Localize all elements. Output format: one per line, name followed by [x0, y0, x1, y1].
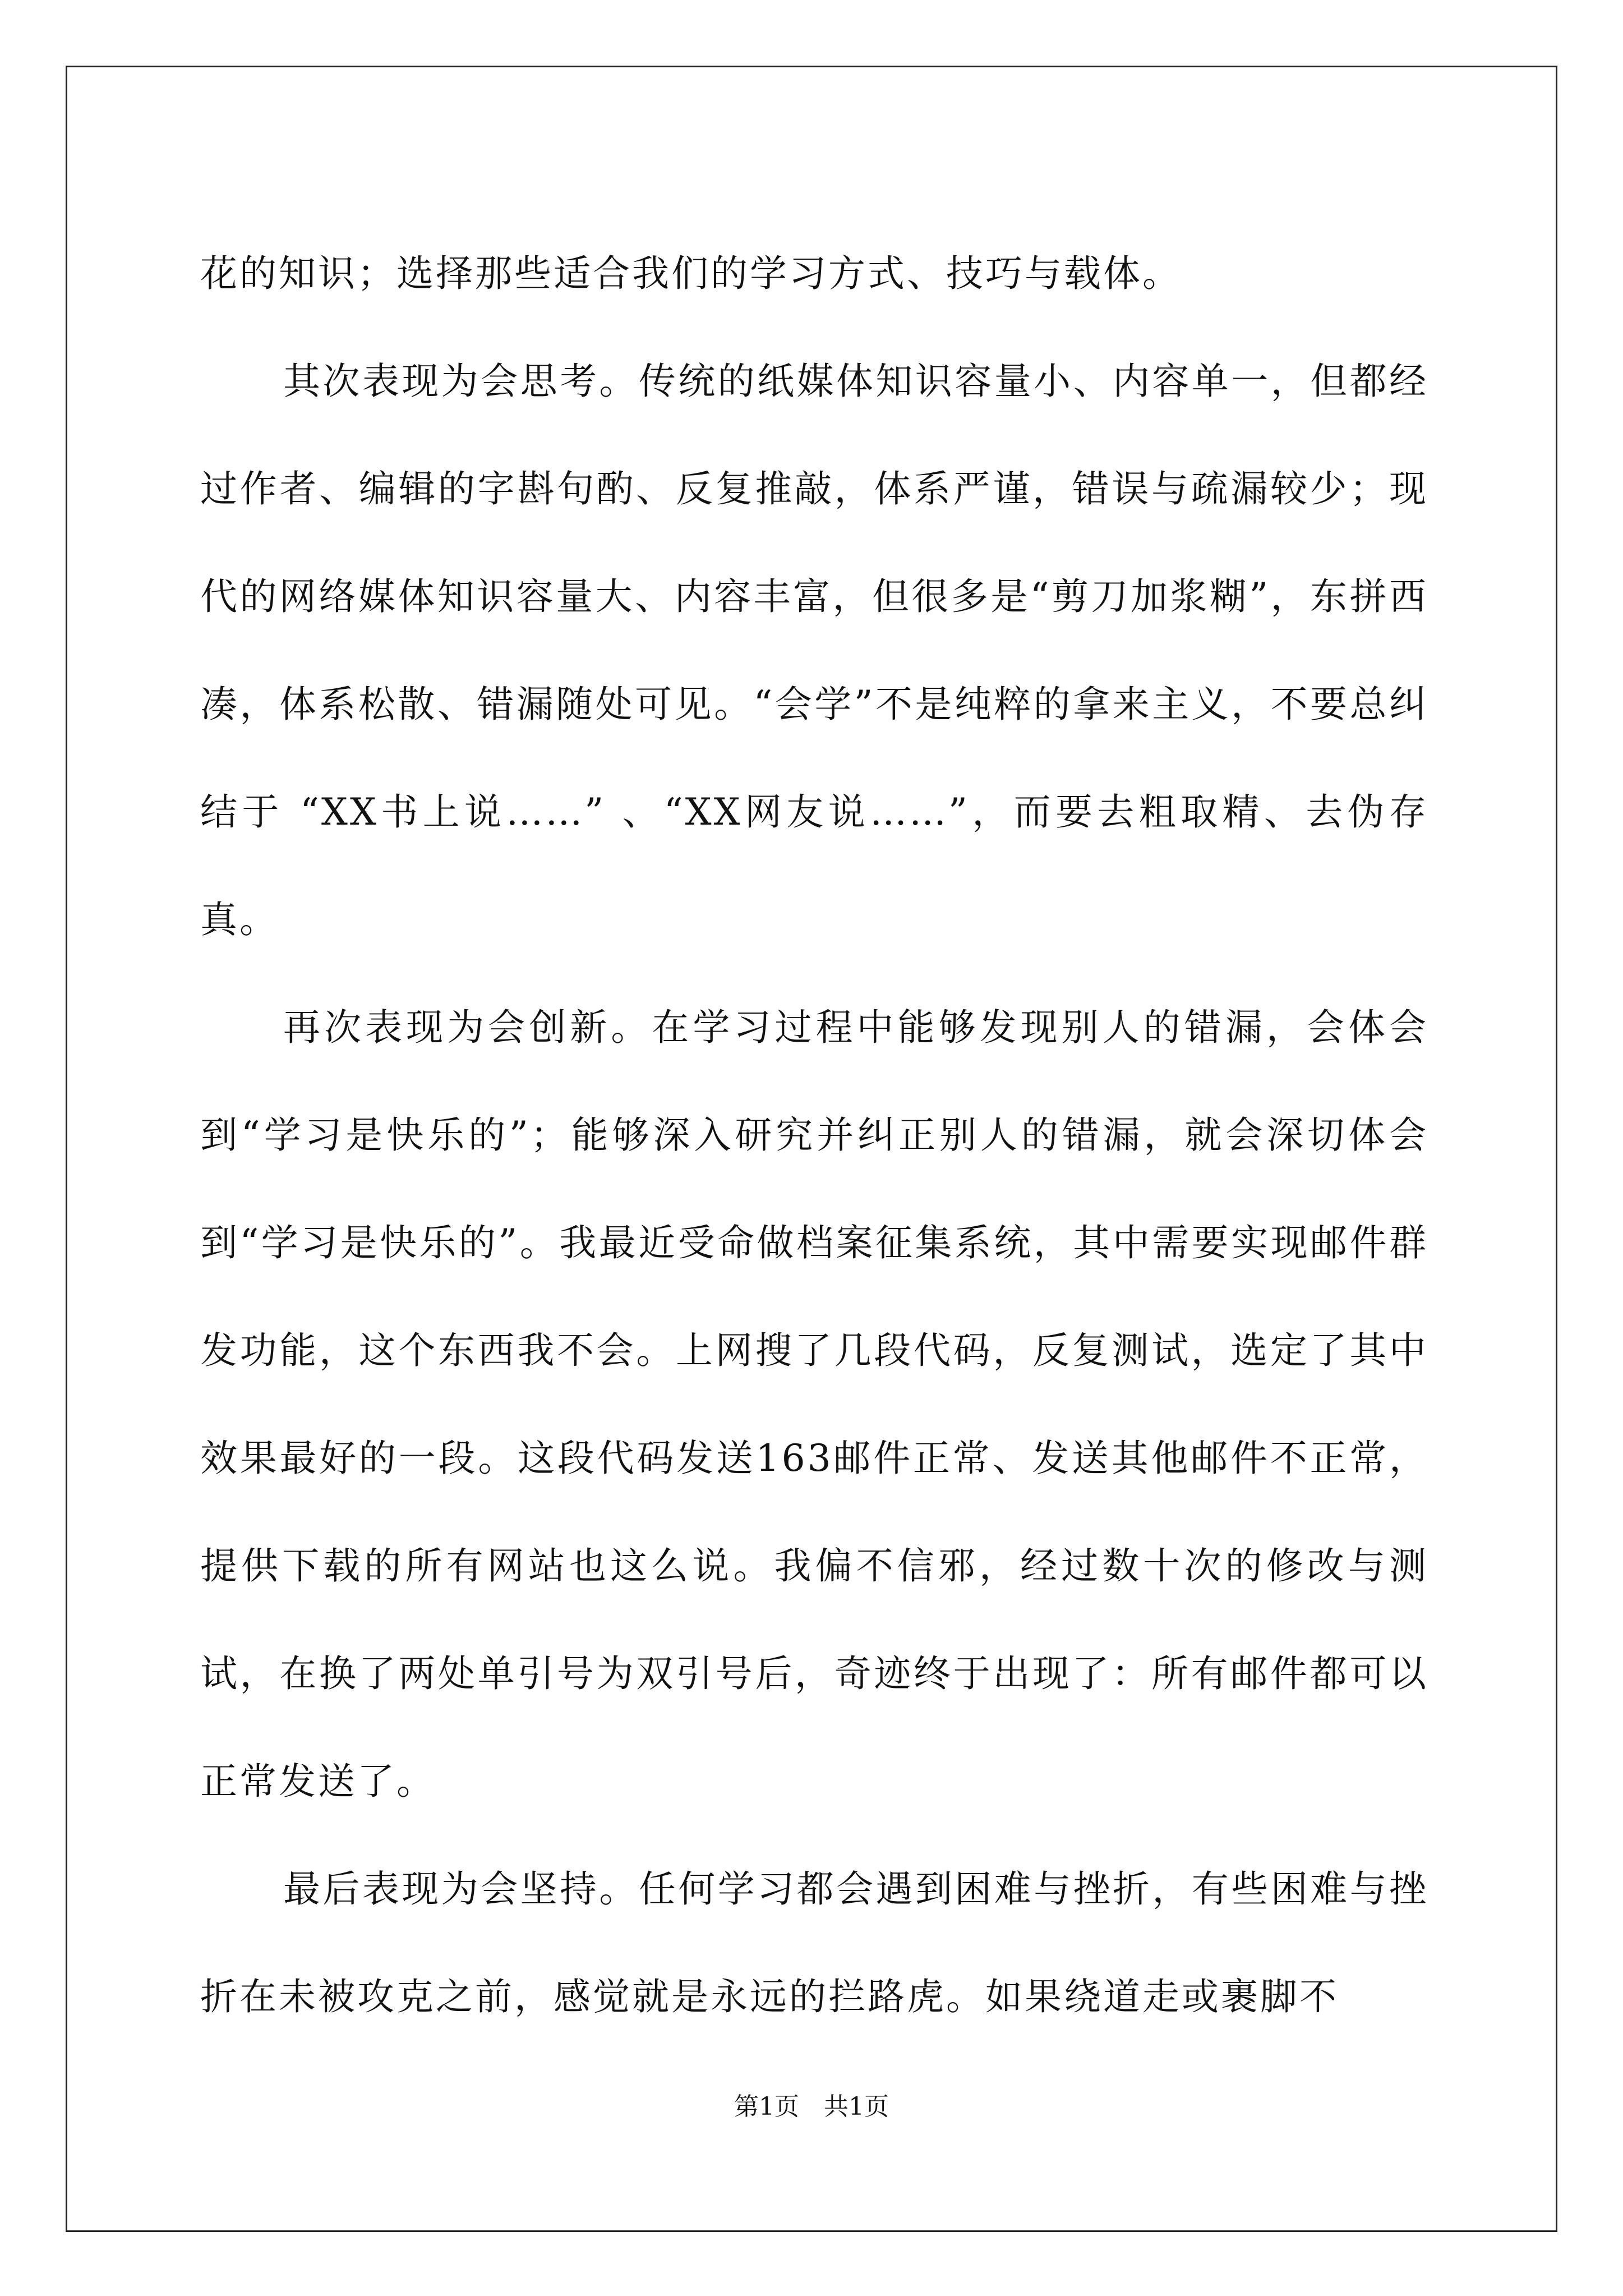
page-number-footer: 第1页 共1页	[734, 2092, 889, 2121]
paragraph-2: 其次表现为会思考。传统的纸媒体知识容量小、内容单一，但都经过作者、编辑的字斟句酌、反复推敲，体系严谨，错误与疏漏较少；现代的网络媒体知识容量大、内容丰富，但很多是“剪刀加浆糊”，东拼西凑，体系松散、错漏随处可见。“会学”不是纯粹的拿来主义，不要总纠结于 “XX书上说……” 、“XX网友说……”，而要去粗取精、去伪存真。	[200, 360, 1428, 941]
paragraph-1: 花的知识；选择那些适合我们的学习方式、技巧与载体。	[200, 252, 1182, 295]
paragraph-4: 最后表现为会坚持。任何学习都会遇到困难与挫折，有些困难与挫折在未被攻克之前，感觉就是永远的拦路虎。如果绕道走或裹脚不	[200, 1867, 1428, 2018]
paragraph-3: 再次表现为会创新。在学习过程中能够发现别人的错漏，会体会到“学习是快乐的”；能够深入研究并纠正别人的错漏，就会深切体会到“学习是快乐的”。我最近受命做档案征集系统，其中需要实现邮件群发功能，这个东西我不会。上网搜了几段代码，反复测试，选定了其中效果最好的一段。这段代码发送163邮件正常、发送其他邮件不正常，提供下载的所有网站也这么说。我偏不信邪，经过数十次的修改与测试，在换了两处单引号为双引号后，奇迹终于出现了：所有邮件都可以正常发送了。	[200, 1006, 1428, 1803]
document-body	[200, 220, 1428, 2051]
